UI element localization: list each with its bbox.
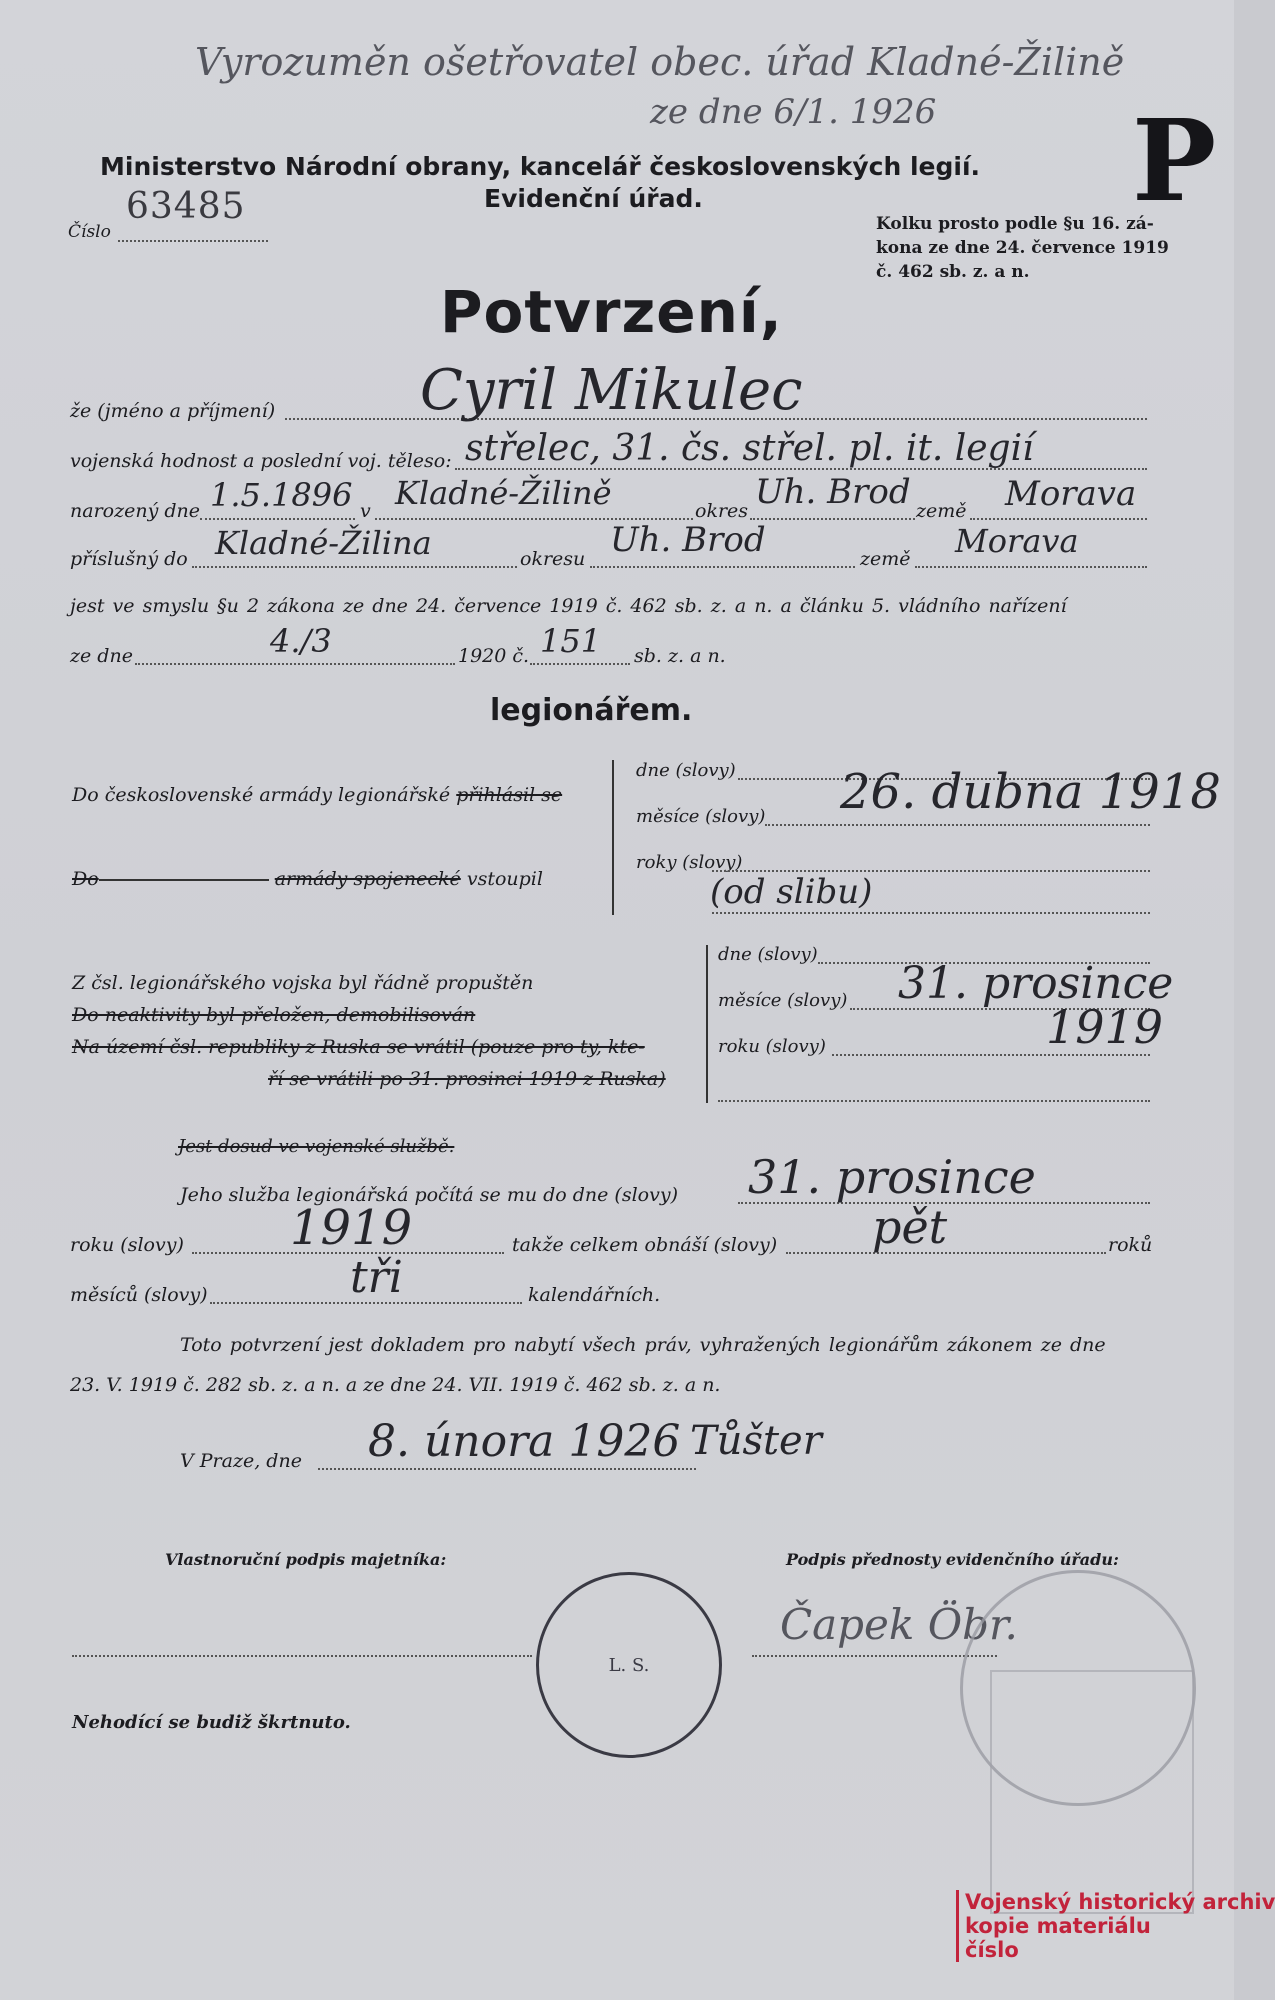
archive-line3: číslo (965, 1938, 1019, 1962)
belong-place-line (192, 566, 517, 568)
service-total-value: pět (872, 1200, 948, 1254)
discharge-day-label: dne (slovy) (718, 944, 818, 965)
head-signature-line (752, 1655, 997, 1657)
entry-day-label: dne (slovy) (636, 760, 736, 781)
entry-line2-struck-a: Do (72, 868, 99, 890)
belong-label: příslušný do (70, 548, 188, 570)
official-stamp (536, 1572, 722, 1758)
service-calendar-word: kalendářních. (528, 1284, 661, 1306)
clerk-initials: Tůšter (690, 1418, 822, 1464)
fee-note-line3: č. 462 sb. z. a n. (876, 262, 1030, 282)
p-stamp: P (1132, 96, 1217, 227)
belong-district-label: okresu (520, 548, 586, 570)
service-year-label: roku (slovy) (70, 1234, 184, 1256)
born-land-label: země (916, 500, 967, 522)
top-annotation-line2: ze dne 6/1. 1926 (650, 92, 937, 132)
document-number: 63485 (126, 186, 246, 227)
head-signature: Čapek Öbr. (780, 1600, 1018, 1649)
place-date-label: V Praze, dne (180, 1450, 302, 1472)
decree-date-line (135, 663, 455, 665)
discharge-divider (706, 945, 708, 1103)
footer-note: Nehodící se budiž škrtnuto. (72, 1712, 351, 1733)
discharge-month-label: měsíce (slovy) (718, 990, 848, 1011)
born-land-line (970, 518, 1147, 520)
born-in-label: v (360, 500, 371, 522)
discharge-line1: Z čsl. legionářského vojska byl řádně propuštěn (72, 972, 534, 994)
entry-month-label: měsíce (slovy) (636, 806, 766, 827)
discharge-line4: ří se vrátili po 31. prosinci 1919 z Ruska) (268, 1068, 666, 1090)
law-text: jest ve smyslu §u 2 zákona ze dne 24. července 1919 č. 462 sb. z. a n. a článku 5. vládního nařízení (70, 595, 1067, 617)
top-annotation-line1: Vyrozuměn ošetřovatel obec. úřad Kladné-Žilině (195, 40, 1125, 84)
entry-line2 (72, 868, 543, 890)
belong-place-value: Kladné-Žilina (215, 524, 432, 562)
service-total-label: takže celkem obnáší (slovy) (512, 1234, 778, 1256)
closing-line2: 23. V. 1919 č. 282 sb. z. a n. a ze dne 24. VII. 1919 č. 462 sb. z. a n. (70, 1374, 721, 1396)
decree-number-line (530, 663, 630, 665)
discharge-line3: Na území čsl. republiky z Ruska se vrátil (pouze pro ty, kte- (72, 1036, 645, 1058)
decree-prefix: ze dne (70, 645, 133, 667)
entry-line2-rule (99, 879, 269, 881)
discharge-line2: Do neaktivity byl přeložen, demobilisován (72, 1004, 476, 1026)
service-counted-label: Jeho služba legionářská počítá se mu do dne (slovy) (180, 1184, 678, 1206)
document-title: Potvrzení, (440, 278, 783, 346)
place-date-value: 8. února 1926 (368, 1416, 681, 1467)
archive-line2: kopie materiálu (965, 1914, 1151, 1938)
head-signature-label: Podpis přednosty evidenčního úřadu: (786, 1550, 1119, 1569)
belong-district-value: Uh. Brod (610, 520, 766, 560)
legionary-heading: legionářem. (490, 693, 693, 728)
discharge-year-line (832, 1054, 1150, 1056)
decree-number-value: 151 (540, 622, 602, 660)
name-label: že (jméno a příjmení) (70, 400, 276, 422)
place-date-line (318, 1468, 696, 1470)
entry-line2-text: vstoupil (466, 868, 543, 890)
entry-note: (od slibu) (710, 872, 873, 912)
entry-line1 (72, 784, 562, 806)
number-label: Číslo (68, 222, 111, 242)
born-district-label: okres (695, 500, 749, 522)
born-land-value: Morava (1005, 474, 1137, 514)
service-months-label: měsíců (slovy) (70, 1284, 208, 1306)
service-counted-value: 31. prosince (748, 1150, 1036, 1204)
service-years-word: roků (1108, 1234, 1153, 1256)
stamp-text: L. S. (608, 1654, 650, 1676)
born-date-value: 1.5.1896 (210, 476, 353, 514)
owner-signature-line (72, 1655, 532, 1657)
service-months-value: tři (350, 1252, 403, 1303)
owner-signature-label: Vlastnoruční podpis majetníka: (165, 1550, 447, 1569)
watermark-emblem (990, 1670, 1194, 1914)
entry-line2-struck-b: armády spojenecké (274, 868, 461, 890)
name-value: Cyril Mikulec (420, 358, 803, 423)
born-district-value: Uh. Brod (755, 472, 911, 512)
discharge-extra-line (718, 1100, 1150, 1102)
belong-land-value: Morava (955, 522, 1079, 560)
born-label: narozený dne (70, 500, 200, 522)
belong-land-line (915, 566, 1147, 568)
archive-stamp (956, 1890, 1275, 1962)
born-place-value: Kladné-Žilině (395, 474, 612, 512)
service-year-value: 1919 (290, 1200, 413, 1256)
discharge-year-label: roku (slovy) (718, 1036, 826, 1057)
belong-land-label: země (860, 548, 911, 570)
closing-line1: Toto potvrzení jest dokladem pro nabytí všech práv, vyhražených legionářům zákonem ze dne (180, 1334, 1106, 1356)
entry-divider (612, 760, 614, 915)
decree-year: 1920 č. (458, 645, 530, 667)
ministry-heading: Ministerstvo Národní obrany, kancelář československých legií. (100, 152, 981, 181)
entry-line1-struck: přihlásil se (456, 784, 563, 806)
entry-year-label: roky (slovy) (636, 852, 743, 873)
archive-line1: Vojenský historický archiv (965, 1890, 1275, 1914)
fee-note-line2: kona ze dne 24. července 1919 (876, 238, 1169, 258)
service-struck: Jest dosud ve vojenské službě. (178, 1136, 455, 1157)
discharge-date-value: 31. prosince (898, 958, 1174, 1009)
rank-label: vojenská hodnost a poslední voj. těleso: (70, 450, 452, 472)
decree-date-value: 4./3 (270, 622, 332, 660)
number-line (118, 240, 268, 242)
fee-note-line1: Kolku prosto podle §u 16. zá- (876, 214, 1154, 234)
belong-district-line (590, 566, 855, 568)
entry-extra-line (712, 912, 1150, 914)
decree-suffix: sb. z. a n. (634, 645, 726, 667)
born-district-line (750, 518, 915, 520)
entry-line1-text: Do československé armády legionářské (72, 784, 451, 806)
entry-month-line (765, 824, 1150, 826)
entry-date-value: 26. dubna 1918 (840, 764, 1221, 820)
discharge-year-value: 1919 (1046, 1000, 1164, 1054)
office-heading: Evidenční úřad. (484, 184, 703, 213)
born-date-line (200, 518, 355, 520)
rank-value: střelec, 31. čs. střel. pl. it. legií (465, 428, 1034, 469)
